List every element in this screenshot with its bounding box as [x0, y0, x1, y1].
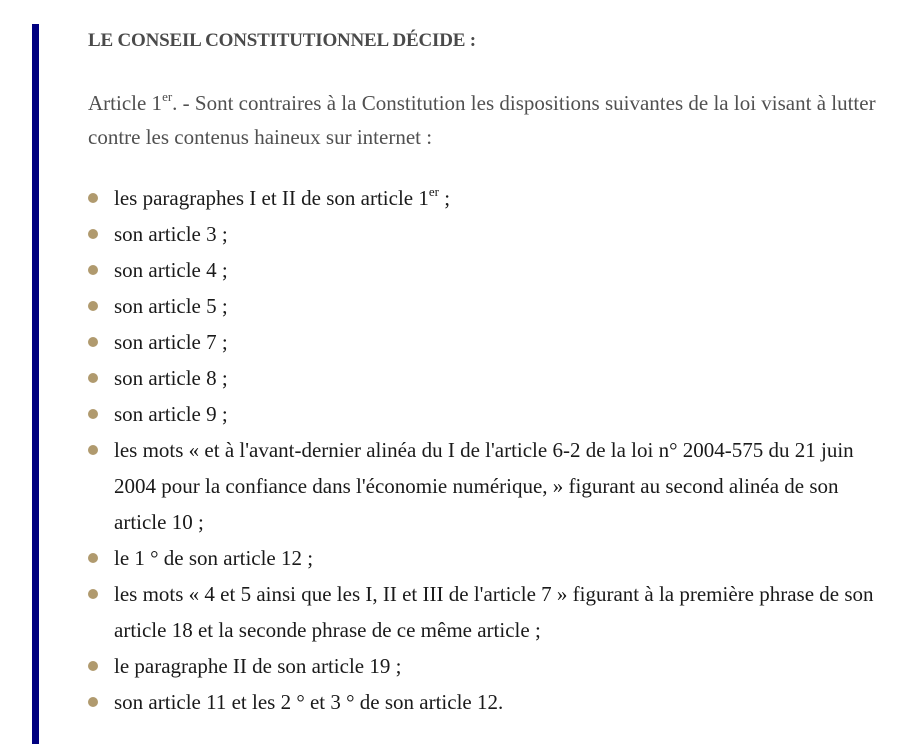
- provisions-list: [88, 180, 878, 720]
- list-item: [88, 396, 878, 432]
- list-item-text: le 1 ° de son article 12 ;: [114, 546, 314, 570]
- article-paragraph: [88, 86, 878, 154]
- article-text: . - Sont contraires à la Constitution les dispositions suivantes de la loi visant à lutter contre les contenus haineux sur internet :: [88, 91, 876, 149]
- bullet-icon: [88, 553, 98, 563]
- article-label: Article 1: [88, 91, 163, 115]
- list-item-text: les mots « 4 et 5 ainsi que les I, II et III de l'article 7 » figurant à la première phrase de son article 18 et la seconde phrase de ce même article ;: [114, 582, 874, 642]
- bullet-icon: [88, 445, 98, 455]
- blockquote-bar: [32, 24, 39, 744]
- list-item-sup: er: [428, 184, 439, 199]
- bullet-icon: [88, 265, 98, 275]
- bullet-icon: [88, 373, 98, 383]
- bullet-icon: [88, 697, 98, 707]
- list-item: [88, 576, 878, 648]
- bullet-icon: [88, 409, 98, 419]
- list-item: [88, 252, 878, 288]
- list-item: [88, 540, 878, 576]
- list-item-text: les mots « et à l'avant-dernier alinéa du I de l'article 6-2 de la loi n° 2004-575 du 21 juin 2004 pour la confiance dans l'économie numérique, » figurant au second alinéa de son article 10 ;: [114, 438, 854, 534]
- list-item-text: son article 3 ;: [114, 222, 228, 246]
- list-item-text: son article 5 ;: [114, 294, 228, 318]
- list-item-text: le paragraphe II de son article 19 ;: [114, 654, 402, 678]
- list-item: [88, 432, 878, 540]
- list-item: [88, 360, 878, 396]
- bullet-icon: [88, 337, 98, 347]
- list-item-text: son article 8 ;: [114, 366, 228, 390]
- list-item-text: son article 7 ;: [114, 330, 228, 354]
- bullet-icon: [88, 193, 98, 203]
- article-label-sup: er: [162, 89, 173, 104]
- list-item-text: son article 9 ;: [114, 402, 228, 426]
- list-item: [88, 216, 878, 252]
- list-item: [88, 288, 878, 324]
- list-item-text: son article 4 ;: [114, 258, 228, 282]
- list-item-text: les paragraphes I et II de son article 1: [114, 186, 429, 210]
- list-item: [88, 684, 878, 720]
- decision-heading: LE CONSEIL CONSTITUTIONNEL DÉCIDE :: [88, 30, 476, 51]
- bullet-icon: [88, 589, 98, 599]
- bullet-icon: [88, 301, 98, 311]
- list-item: [88, 180, 878, 216]
- list-item-suffix: ;: [438, 186, 451, 210]
- list-item-text: son article 11 et les 2 ° et 3 ° de son article 12.: [114, 690, 504, 714]
- list-item: [88, 324, 878, 360]
- bullet-icon: [88, 229, 98, 239]
- bullet-icon: [88, 661, 98, 671]
- list-item: [88, 648, 878, 684]
